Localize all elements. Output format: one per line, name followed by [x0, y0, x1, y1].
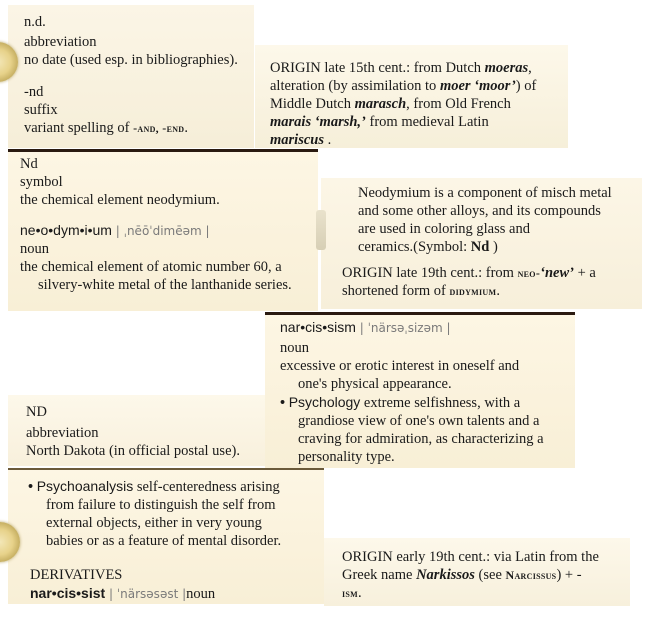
part-of-speech: abbreviation [24, 34, 97, 50]
entry-card-neodymium-cont [321, 178, 642, 309]
headword-nd-upper: ND [26, 404, 47, 420]
origin-text: . [324, 132, 332, 148]
etymon: ‘new’ [540, 265, 574, 281]
definition: personality type. [298, 449, 395, 465]
definition: from failure to distinguish the self from [46, 497, 276, 513]
pronunciation: | ˌnēōˈdimēəm | [111, 224, 210, 238]
definition-text: ceramics.(Symbol: [358, 239, 471, 255]
definition-text: ) [489, 239, 498, 255]
origin-line [342, 566, 630, 584]
origin-text: + a [573, 265, 596, 281]
definition: the chemical element of atomic number 60, a [20, 259, 282, 275]
subject-label: Psychology [288, 394, 361, 410]
headword-narcissism [280, 318, 575, 337]
origin-text: ) + - [556, 567, 582, 583]
card-side-tab [316, 210, 326, 250]
symbol: Nd [470, 239, 490, 255]
etymon: mariscus [270, 132, 324, 148]
sense-psychology [280, 393, 575, 412]
etymon: moer ‘moor’ [439, 78, 516, 94]
origin-text: ) of [515, 78, 537, 94]
origin-line [342, 584, 630, 602]
origin-line [270, 77, 568, 95]
origin-line [270, 113, 568, 131]
origin-text: ORIGIN late 19th cent.: from [342, 265, 518, 281]
pronunciation: | ˈnärsəsəst | [105, 587, 187, 601]
bullet-icon: • [280, 395, 286, 411]
definition-text: extreme selfishness, with a [360, 395, 521, 411]
etymon: marasch [354, 96, 407, 112]
origin-text: , [528, 60, 532, 76]
definition-text: variant spelling of [24, 120, 134, 136]
entry-card-origin-narcissism [324, 538, 630, 606]
cross-reference-link[interactable]: ism [342, 586, 359, 600]
derivatives-heading: DERIVATIVES [30, 567, 123, 583]
entry-card-nd-north-dakota [8, 395, 265, 466]
definition: craving for admiration, as characterizing a [298, 431, 544, 447]
definition-text: self-centeredness arising [133, 479, 280, 495]
sense-psychoanalysis [28, 477, 324, 496]
punctuation: . [496, 283, 500, 299]
part-of-speech: suffix [24, 102, 58, 118]
definition: North Dakota (in official postal use). [26, 443, 240, 459]
headword-nd-symbol: Nd [20, 156, 38, 172]
definition: babies or as a feature of mental disorder. [46, 533, 282, 549]
card-top-border [265, 312, 575, 315]
origin-text: , from Old French [406, 96, 511, 112]
definition: grandiose view of one's own talents and a [298, 413, 540, 429]
derivative-narcissist [28, 584, 324, 603]
entry-card-origin-morass [255, 45, 568, 148]
card-top-border [8, 149, 318, 152]
subject-label: Psychoanalysis [36, 478, 134, 494]
part-of-speech: abbreviation [26, 425, 99, 441]
headword-text: nar•cis•sism [280, 319, 356, 335]
punctuation: . [184, 120, 188, 136]
entry-card-narcissism-cont [8, 468, 324, 604]
origin-text: from medieval Latin [365, 114, 489, 130]
definition: external objects, either in very young [46, 515, 262, 531]
origin-text: (see [474, 567, 506, 583]
origin-text: Middle Dutch [270, 96, 355, 112]
headword-neodymium [20, 221, 318, 240]
headword-text: ne•o•dym•i•um [20, 222, 112, 238]
card-top-border [8, 468, 324, 470]
pronunciation: | ˈnärsəˌsizəm | [355, 321, 451, 335]
punctuation: . [358, 585, 362, 601]
part-of-speech: noun [20, 241, 49, 257]
definition [358, 238, 642, 256]
definition: no date (used esp. in bibliographies). [24, 52, 238, 68]
cross-reference-link[interactable]: didymium [449, 284, 497, 298]
etymon: marais ‘marsh,’ [270, 114, 366, 130]
definition [24, 119, 254, 137]
entry-card-neodymium [8, 149, 318, 311]
origin-line [342, 264, 642, 282]
part-of-speech: noun [186, 586, 216, 602]
part-of-speech: symbol [20, 174, 63, 190]
origin-line [270, 95, 568, 113]
entry-card-narcissism [265, 312, 575, 468]
definition: Neodymium is a component of misch metal [358, 185, 612, 201]
etymon: Narkissos [416, 567, 475, 583]
origin-text: shortened form of [342, 283, 450, 299]
definition: one's physical appearance. [298, 376, 452, 392]
origin-line [270, 59, 568, 77]
cross-reference-link[interactable]: neo- [517, 266, 541, 280]
origin-text: ORIGIN late 15th cent.: from Dutch [270, 60, 485, 76]
definition: and some other alloys, and its compounds [358, 203, 601, 219]
origin-line: ORIGIN early 19th cent.: via Latin from the [342, 549, 599, 565]
bullet-icon: • [28, 479, 34, 495]
origin-text: Greek name [342, 567, 417, 583]
headword-text: nar•cis•sist [30, 585, 106, 601]
cross-reference-link[interactable]: Narcissus [505, 568, 557, 582]
entry-card-nd-abbrev [8, 5, 254, 148]
origin-line [342, 282, 642, 300]
definition: silvery-white metal of the lanthanide series. [38, 277, 292, 293]
etymon: moeras [484, 60, 529, 76]
origin-line [270, 131, 568, 148]
part-of-speech: noun [280, 340, 309, 356]
definition: excessive or erotic interest in oneself and [280, 358, 520, 374]
definition: the chemical element neodymium. [20, 192, 220, 208]
definition: are used in coloring glass and [358, 221, 530, 237]
origin-text: alteration (by assimilation to [270, 78, 440, 94]
cross-reference-link[interactable]: -and, -end [133, 121, 185, 135]
headword-nd-lower: n.d. [24, 14, 46, 30]
headword-nd-suffix: -nd [24, 84, 44, 100]
